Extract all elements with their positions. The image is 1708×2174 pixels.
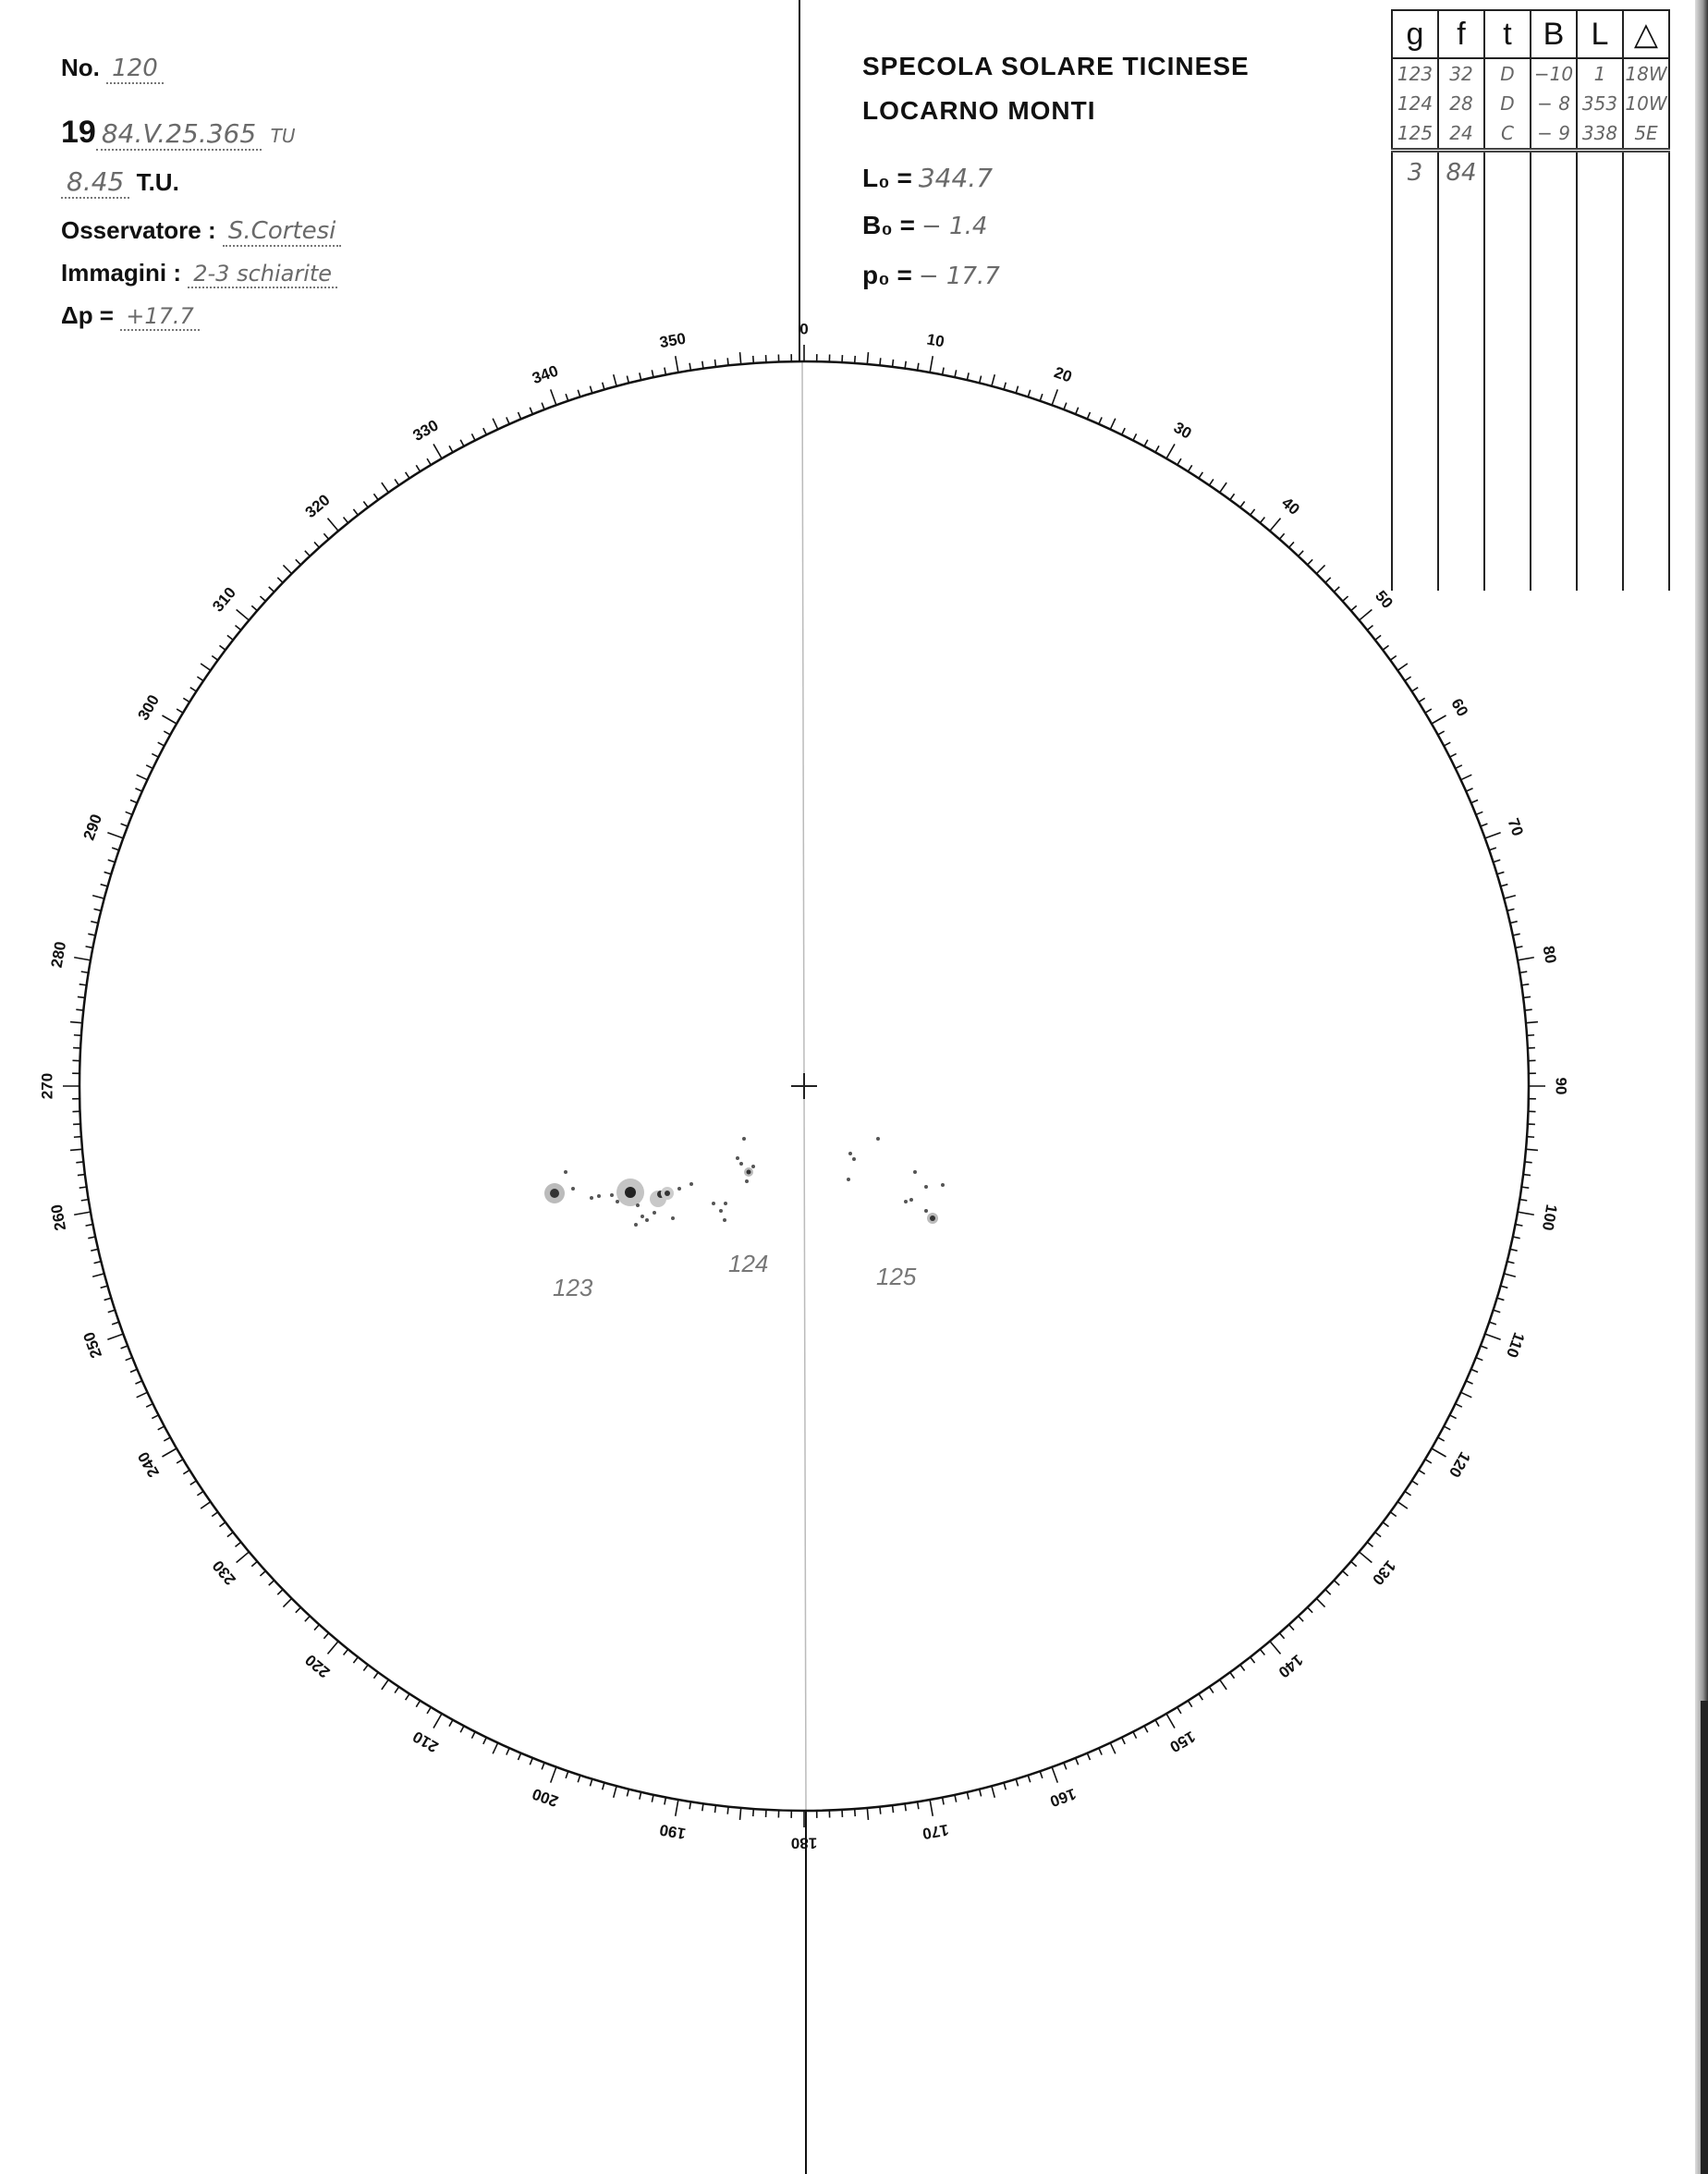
disk-center-cross [791, 1073, 817, 1099]
umbra [930, 1215, 935, 1221]
scale-tick [1485, 833, 1501, 838]
scale-tick [162, 715, 177, 724]
group-label-123: 123 [553, 1274, 593, 1301]
scale-label: 340 [530, 361, 561, 388]
delta-p-value: +17.7 [120, 303, 200, 331]
spot-dot [742, 1137, 746, 1141]
scale-tick [92, 896, 104, 898]
scale-label: 100 [1538, 1203, 1561, 1232]
observer-value: S.Cortesi [223, 217, 341, 247]
scale-label: 180 [790, 1834, 818, 1852]
param-p0-label: p₀ = [862, 261, 912, 289]
spot-dot [924, 1209, 928, 1213]
scale-tick [551, 389, 556, 405]
spot-dot [904, 1200, 908, 1203]
scale-label: 240 [134, 1448, 164, 1481]
observatory-name: SPECOLA SOLARE TICINESE [862, 52, 1250, 80]
cell: 5E [1623, 118, 1669, 151]
spot-dot [640, 1215, 644, 1218]
scale-tick [1432, 1448, 1446, 1457]
header-L: L [1577, 10, 1623, 58]
scale-label: 300 [134, 691, 164, 724]
scale-label: 210 [409, 1727, 442, 1756]
header-B: B [1531, 10, 1577, 58]
umbra [625, 1187, 636, 1198]
scale-tick [137, 1392, 148, 1397]
spot-dot [712, 1202, 715, 1205]
scale-tick [74, 958, 91, 960]
scale-tick [1518, 958, 1534, 960]
scale-label: 230 [209, 1557, 239, 1589]
param-B0-value: − 1.4 [921, 213, 988, 240]
scale-tick [1052, 1767, 1057, 1783]
scale-label: 250 [79, 1329, 106, 1361]
scale-tick [1360, 609, 1372, 620]
cell: 123 [1392, 58, 1438, 89]
scale-tick [1270, 519, 1281, 531]
scale-tick [283, 565, 291, 573]
scale-label: 280 [47, 940, 70, 970]
scale-tick [992, 374, 994, 386]
spot-dot [739, 1162, 743, 1166]
scale-tick [1166, 1714, 1175, 1728]
scale-label: 70 [1504, 815, 1527, 839]
param-p0-value: − 17.7 [918, 263, 1000, 290]
spot-dot [941, 1183, 945, 1187]
time-unit: T.U. [136, 168, 179, 196]
scale-tick [1316, 565, 1324, 573]
scale-tick [382, 482, 388, 493]
group-labels [553, 1250, 917, 1301]
spot-dot [597, 1194, 601, 1198]
time-value: 8.45 [61, 166, 129, 199]
cell: C [1484, 118, 1531, 151]
spot-dot [590, 1196, 593, 1200]
scale-label: 80 [1539, 944, 1560, 965]
header-delta: △ [1623, 10, 1669, 58]
date-prefix: 19 [61, 115, 96, 150]
spot-dot [645, 1218, 649, 1222]
date-suffix: TU [270, 125, 296, 147]
date-value: 84.V.25.365 [96, 118, 262, 151]
scale-tick [201, 664, 211, 670]
param-L0-label: L₀ = [862, 164, 912, 192]
scale-label: 40 [1278, 494, 1303, 519]
scale-tick [551, 1767, 556, 1783]
scale-tick [1518, 1212, 1534, 1215]
cell: 24 [1438, 118, 1484, 151]
scale-label: 10 [925, 330, 946, 351]
scale-tick [1461, 775, 1472, 779]
scale-tick [493, 419, 497, 430]
scale-tick [107, 1334, 123, 1339]
scale-tick [1110, 419, 1115, 430]
scale-tick [70, 1149, 82, 1150]
scale-label: 60 [1447, 695, 1472, 720]
scale-tick [74, 1212, 91, 1215]
spot-dot [689, 1182, 693, 1186]
record-number-label: No. [61, 54, 100, 81]
scale-label: 110 [1503, 1329, 1529, 1361]
scale-label: 190 [658, 1820, 688, 1843]
scale-tick [382, 1679, 388, 1690]
cell: −10 [1531, 58, 1577, 89]
scale-tick [992, 1786, 994, 1798]
scale-tick [137, 775, 148, 779]
scale-tick [614, 374, 616, 386]
umbra [747, 1170, 751, 1175]
scale-label: 140 [1275, 1651, 1307, 1681]
cell: 28 [1438, 89, 1484, 118]
scale-label: 310 [209, 583, 239, 616]
spot-dot [724, 1202, 727, 1205]
scale-tick [1166, 444, 1175, 458]
scale-tick [1526, 1022, 1538, 1023]
record-number-value: 120 [106, 55, 164, 84]
scale-tick [676, 1800, 678, 1816]
spot-dot [634, 1223, 638, 1227]
sunspots [544, 1137, 945, 1227]
cell: 338 [1577, 118, 1623, 151]
scale-tick [433, 1714, 442, 1728]
images-value: 2-3 schiarite [188, 261, 337, 288]
spot-dot [924, 1185, 928, 1189]
total-groups: 3 [1392, 151, 1438, 194]
scale-label: 160 [1047, 1784, 1079, 1811]
scale-label: 170 [921, 1820, 950, 1843]
scale-tick [493, 1743, 497, 1754]
spot-dot [852, 1157, 856, 1161]
scale-label: 260 [47, 1203, 70, 1232]
scale-label: 320 [301, 491, 334, 521]
cell: 353 [1577, 89, 1623, 118]
scale-tick [1504, 896, 1516, 898]
header-g: g [1392, 10, 1438, 58]
spot-dot [719, 1209, 723, 1213]
spot-dot [745, 1179, 749, 1183]
cell: 125 [1392, 118, 1438, 151]
observatory-location: LOCARNO MONTI [862, 96, 1096, 125]
cell: 10W [1623, 89, 1669, 118]
cell: 18W [1623, 58, 1669, 89]
cell: D [1484, 58, 1531, 89]
scale-tick [1360, 1552, 1372, 1563]
umbra [665, 1191, 670, 1196]
spot-dot [571, 1187, 575, 1191]
spot-dot [751, 1165, 755, 1168]
spot-dot [876, 1137, 880, 1141]
page-edge-dark [1701, 1701, 1708, 2174]
spot-dot [847, 1178, 850, 1181]
scale-tick [930, 356, 933, 373]
scale-label: 150 [1166, 1727, 1199, 1756]
scale-tick [1052, 389, 1057, 405]
scale-label: 330 [409, 416, 442, 446]
scale-label: 50 [1372, 587, 1397, 612]
total-spots: 84 [1438, 151, 1484, 194]
scale-tick [1110, 1743, 1115, 1754]
scale-tick [740, 352, 741, 364]
scale-tick [237, 1552, 250, 1563]
param-B0-label: B₀ = [862, 211, 915, 239]
scale-tick [70, 1022, 82, 1023]
scale-label: 290 [79, 812, 106, 843]
scale-tick [107, 833, 123, 838]
scale-tick [1220, 1679, 1226, 1690]
scale-tick [1461, 1392, 1472, 1397]
scale-tick [433, 444, 442, 458]
cell: D [1484, 89, 1531, 118]
cell: − 9 [1531, 118, 1577, 151]
spot-dot [610, 1193, 614, 1197]
cell: 124 [1392, 89, 1438, 118]
scale-tick [327, 1642, 338, 1655]
observer-label: Osservatore : [61, 216, 216, 244]
param-L0-value: 344.7 [918, 163, 994, 193]
spot-dot [653, 1211, 656, 1215]
scale-label: 120 [1445, 1448, 1474, 1481]
scale-label: 220 [301, 1651, 334, 1681]
scale-label: 130 [1369, 1557, 1399, 1589]
scale-tick [283, 1598, 291, 1606]
scale-tick [614, 1786, 616, 1798]
scale-tick [740, 1808, 741, 1820]
scale-tick [1220, 482, 1226, 493]
scale-tick [1270, 1642, 1281, 1655]
cell: 1 [1577, 58, 1623, 89]
scale-tick [1526, 1149, 1538, 1150]
spot-dot [677, 1187, 681, 1191]
scale-label: 270 [38, 1072, 56, 1100]
spot-dot [564, 1170, 567, 1174]
scale-tick [1504, 1274, 1516, 1276]
spot-dot [913, 1170, 917, 1174]
scale-tick [867, 1808, 868, 1820]
cell: 32 [1438, 58, 1484, 89]
spot-dot [736, 1156, 739, 1160]
scale-label: 30 [1170, 418, 1195, 443]
header-f: f [1438, 10, 1484, 58]
spot-dot [671, 1216, 675, 1220]
delta-p-label: Δp = [61, 301, 114, 329]
spot-dot [848, 1152, 852, 1155]
spot-dot [723, 1218, 726, 1222]
spot-dot [616, 1200, 619, 1203]
scale-tick [1316, 1598, 1324, 1606]
scale-tick [1432, 715, 1446, 724]
scale-tick [201, 1502, 211, 1508]
scale-tick [162, 1448, 177, 1457]
scale-label: 200 [530, 1784, 561, 1811]
scale-tick [237, 609, 250, 620]
scale-tick [327, 519, 338, 531]
scale-tick [1397, 664, 1408, 670]
header-t: t [1484, 10, 1531, 58]
umbra [550, 1189, 559, 1198]
scale-tick [1397, 1502, 1408, 1508]
scale-tick [930, 1800, 933, 1816]
scale-label: 0 [799, 320, 809, 338]
scale-tick [1485, 1334, 1501, 1339]
spot-dot [909, 1198, 913, 1202]
scale-tick [867, 352, 868, 364]
scale-label: 20 [1051, 363, 1075, 386]
scale-tick [92, 1274, 104, 1276]
group-label-124: 124 [728, 1250, 769, 1277]
scale-tick [676, 356, 678, 373]
group-label-125: 125 [876, 1263, 917, 1290]
scale-label: 350 [658, 329, 688, 352]
scale-label: 90 [1552, 1077, 1570, 1095]
spot-dot [636, 1203, 640, 1207]
cell: − 8 [1531, 89, 1577, 118]
images-label: Immagini : [61, 259, 182, 287]
